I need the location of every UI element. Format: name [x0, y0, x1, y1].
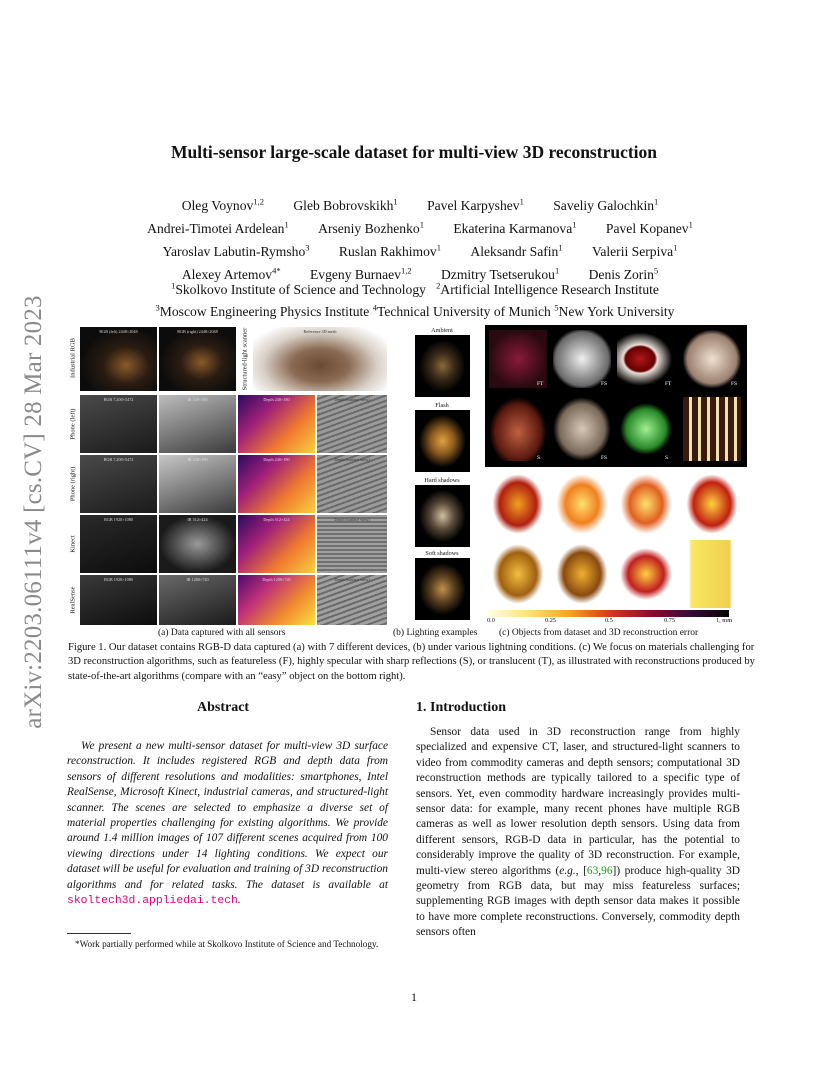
- image-tile: [80, 575, 157, 625]
- abstract-text: We present a new multi-sensor dataset for multi-view 3D surface reconstruction. It includes registered RGB and depth data from sensors of different resolutions and modalities: smartphones, Intel RealSense, Microsoft Kinect, industrial cameras, and structured-light scanner. The scenes are selected to emphasize a diverse set of material properties challenging for existing algorithms. We provide around 1.4 million images of 107 different scenes acquired from 100 viewing directions under 14 lighting conditions. We expect our dataset will be useful for evaluation and training of 3D reconstruction algorithms and for related tasks. The dataset is available at skoltech3d.appliedai.tech.: [67, 740, 388, 908]
- affiliation: $^5$New York University: [554, 302, 675, 320]
- subcaption-a: (a) Data captured with all sensors: [158, 628, 286, 638]
- affiliation: $^2$Artificial Intelligence Research Institute: [436, 280, 659, 297]
- lighting-label: Soft shadows: [425, 550, 459, 557]
- row-label: Phone (left): [69, 408, 77, 440]
- tile-label: Reference 3D mesh: [303, 329, 337, 334]
- reconstruction-render: [683, 540, 741, 608]
- author: Yaroslav Labutin-Rymsho$^3$: [162, 242, 310, 259]
- image-tile: [317, 575, 387, 625]
- image-tile: [317, 455, 387, 513]
- tile-label: IR 1280×720: [186, 577, 209, 582]
- scanner-label: Structured-light scanner: [241, 327, 249, 391]
- tile-label: IR 240×180: [187, 457, 208, 462]
- reconstruction-render: [489, 540, 547, 608]
- author: Alexey Artemov$^{4*}$: [181, 265, 281, 282]
- material-badge: FS: [601, 455, 608, 461]
- object-photos: [485, 325, 747, 467]
- lighting-image: [415, 558, 470, 620]
- material-badge: FT: [665, 381, 672, 387]
- citation-link[interactable]: 63: [586, 864, 599, 877]
- object-photo: [617, 330, 675, 388]
- figure-1: [67, 325, 747, 639]
- author: Denis Zorin$^5$: [588, 265, 659, 282]
- object-photo: [683, 397, 741, 461]
- affiliation: $^4$Technical University of Munich: [372, 302, 551, 320]
- image-tile: [80, 395, 157, 453]
- author: Dzmitry Tsetserukou$^1$: [440, 265, 560, 282]
- image-tile: [80, 515, 157, 573]
- author: Ekaterina Karmanova$^1$: [453, 219, 577, 236]
- image-tile: [159, 515, 236, 573]
- material-badge: FS: [731, 381, 738, 387]
- image-tile: [238, 455, 315, 513]
- arxiv-stamp-text: arXiv:2203.06111v4 [cs.CV] 28 Mar 2023: [20, 295, 47, 729]
- tile-label: Depth 512×424: [263, 517, 290, 522]
- lighting-label: Ambient: [431, 327, 453, 334]
- author: Gleb Bobrovskikh$^1$: [293, 196, 398, 213]
- page-number: 1: [411, 990, 417, 1004]
- image-tile: [238, 515, 315, 573]
- figure-panel-b: [412, 325, 472, 625]
- tile-label: RGB 7,200×5472: [103, 397, 134, 402]
- author: Arseniy Bozhenko$^1$: [318, 219, 424, 236]
- image-tile: [238, 395, 315, 453]
- paper-title: Multi-sensor large-scale dataset for multi-view 3D reconstruction: [170, 142, 658, 162]
- material-badge: S: [537, 455, 541, 461]
- tile-label: RGB (right) 2448×2048: [177, 329, 218, 334]
- tile-label: RGB 7,200×5472: [103, 457, 134, 462]
- lighting-label: Flash: [435, 402, 449, 409]
- affiliations: [60, 276, 770, 321]
- material-badge: S: [665, 455, 669, 461]
- row-label: Phone (right): [69, 466, 77, 502]
- row-label: RealSense: [69, 586, 77, 614]
- colorbar-tick: 0.0: [487, 617, 495, 624]
- author: Valerii Serpiva$^1$: [592, 242, 678, 259]
- object-photo: [489, 397, 547, 461]
- object-photo: [617, 397, 675, 461]
- object-photo: [683, 330, 741, 388]
- image-tile: [80, 455, 157, 513]
- subcaption-b: (b) Lighting examples: [393, 628, 478, 638]
- figure-caption: Figure 1. Our dataset contains RGB-D data captured (a) with 7 different devices, (b) under various lightning conditions. (c) We focus on materials challenging for 3D reconstruction algorithms, such as featureless (F), highly specular with sharp reflections (S), or translucent (T), as illustrated with reconstructions produced by state-of-the-art algorithms (compare with an “easy” object on the bottom right).: [68, 642, 755, 682]
- tile-label: IR 240×180: [187, 397, 208, 402]
- row-label: Industrial RGB: [69, 338, 77, 378]
- subcaption-c: (c) Objects from dataset and 3D reconstruction error: [499, 628, 699, 638]
- lighting-label: Hard shadows: [424, 477, 460, 484]
- author: Andrei-Timotei Ardelean$^1$: [147, 219, 289, 236]
- affiliation: $^3$Moscow Engineering Physics Institute: [155, 302, 370, 320]
- reference-mesh-image: [253, 327, 387, 391]
- colorbar-tick: 0.25: [545, 617, 557, 624]
- introduction-heading: 1. Introduction: [416, 700, 506, 715]
- author: Evgeny Burnaev$^{1,2}$: [309, 265, 412, 282]
- image-tile: [159, 455, 236, 513]
- error-colorbar: [488, 610, 729, 617]
- image-tile: [159, 575, 236, 625]
- colorbar-tick: 0.5: [605, 617, 613, 624]
- author: Pavel Karpyshev$^1$: [427, 196, 524, 213]
- author: Oleg Voynov$^{1,2}$: [181, 196, 264, 213]
- reconstruction-render: [553, 540, 611, 608]
- introduction-text: Sensor data used in 3D reconstruction range from highly specialized and expensive CT, laser, and structured-light scanners to video from commodity cameras and depth sensors; computational 3D reconstruction methods are typically tailored to a specific type of sensors. Yet, even commodity hardware increasingly provides multi-sensor data: for example, many recent phones have multiple RGB cameras as well as lower resolution depth sensors. Using data from different sensors, RGB-D data in particular, has the potential to considerably improve the quality of 3D reconstruction. For example, multi-view stereo algorithms (e.g., [63,96]) produce high-quality 3D geometry from RGB data, but may miss featureless surfaces; supplementing RGB images with depth sensor data makes it possible to have more complete reconstructions. Conversely, commodity depth sensors often: [416, 726, 740, 939]
- tile-label: Depth (surface view): [334, 577, 370, 582]
- tile-label: Depth (surface view): [334, 457, 370, 462]
- material-badge: FS: [601, 381, 608, 387]
- lighting-image: [415, 410, 470, 472]
- reconstruction-render: [617, 470, 675, 538]
- tile-label: Depth 240×180: [263, 457, 290, 462]
- image-tile: [80, 327, 157, 391]
- image-tile: [317, 395, 387, 453]
- tile-label: Depth (surface view): [334, 517, 370, 522]
- tile-label: Depth 240×180: [263, 397, 290, 402]
- author: Ruslan Rakhimov$^1$: [338, 242, 441, 259]
- arxiv-stamp: [14, 262, 54, 762]
- object-photo: [553, 397, 611, 461]
- footnote: *Work partially performed while at Skolkovo Institute of Science and Technology.: [75, 939, 379, 949]
- author: Saveliy Galochkin$^1$: [553, 196, 659, 213]
- tile-label: RGB 1920×1080: [104, 577, 133, 582]
- abstract-heading: Abstract: [197, 700, 250, 715]
- figure-panel-c: [485, 325, 747, 625]
- tile-label: RGB 1920×1080: [104, 517, 133, 522]
- colorbar-tick: 1, mm: [716, 617, 733, 624]
- colorbar-tick: 0.75: [664, 617, 676, 624]
- object-photo: [489, 330, 547, 388]
- tile-label: Depth (surface view): [334, 397, 370, 402]
- author: Pavel Kopanev$^1$: [605, 219, 693, 236]
- dataset-link[interactable]: skoltech3d.appliedai.tech: [67, 895, 238, 908]
- image-tile: [317, 515, 387, 573]
- affiliation: $^1$Skolkovo Institute of Science and Technology: [171, 280, 426, 297]
- image-tile: [159, 327, 236, 391]
- citation-link[interactable]: 96: [601, 864, 613, 877]
- reconstruction-render: [553, 470, 611, 538]
- tile-label: IR 512×424: [187, 517, 208, 522]
- object-photo: [553, 330, 611, 388]
- row-label: Kinect: [69, 535, 77, 553]
- image-tile: [238, 575, 315, 625]
- author-list: [70, 192, 770, 284]
- figure-panel-a: [67, 325, 387, 625]
- material-badge: FT: [537, 381, 544, 387]
- footnote-rule: [67, 933, 131, 934]
- image-tile: [159, 395, 236, 453]
- tile-label: RGB (left) 2448×2048: [99, 329, 138, 334]
- lighting-image: [415, 485, 470, 547]
- author: Aleksandr Safin$^1$: [470, 242, 563, 259]
- reconstruction-render: [489, 470, 547, 538]
- reconstruction-render: [683, 470, 741, 538]
- reconstruction-render: [617, 540, 675, 608]
- lighting-image: [415, 335, 470, 397]
- tile-label: Depth 1280×720: [262, 577, 291, 582]
